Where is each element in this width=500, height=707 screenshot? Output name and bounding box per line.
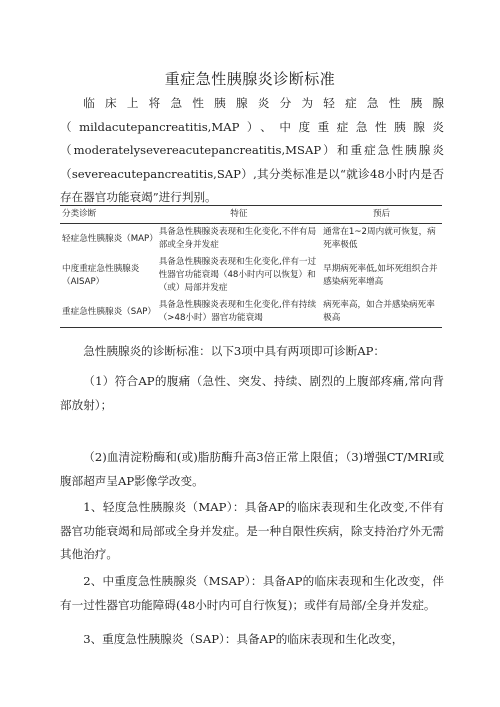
row-feature: 具备急性胰腺炎表现和生化变化,不伴有局部或全身并发症 <box>158 227 317 250</box>
row-category: 中度重症急性胰腺炎（AISAP） <box>62 263 140 287</box>
diagnosis-criteria-paragraph: 急性胰腺炎的诊断标准：以下3项中具有两项即可诊断AP： <box>83 344 385 358</box>
table-row <box>60 254 442 297</box>
intro-paragraph: 临床上将急性胰腺炎分为轻症急性胰腺（mildacutepancreatitis,MAP）、中度重症急性胰腺炎（moderatelysevereacutepancreatitis,MSAP）和重症急性胰腺炎（severeacutepancreatitis,SAP）,其分类标准是以“就诊48小时内是否存在器官功能衰竭”进行判别。 <box>60 96 444 204</box>
header-prognosis: 预后 <box>321 206 442 224</box>
classification-table <box>60 205 442 328</box>
table-row <box>60 224 442 255</box>
header-category: 分类诊断 <box>60 206 157 224</box>
row-category: 重症急性胰腺炎（SAP） <box>60 297 157 328</box>
criterion-1-paragraph: （1）符合AP的腹痛（急性、突发、持续、剧烈的上腹部疼痛,常向背部放射）； <box>60 374 444 412</box>
map-definition-paragraph: 1、轻度急性胰腺炎（MAP）：具备AP的临床表现和生化改变,不伴有器官功能衰竭和局部或全身并发症。是一种自限性疾病，除支持治疗外无需其他治疗。 <box>60 500 444 561</box>
row-prognosis: 通常在1~2周内就可恢复，病死率极低 <box>323 227 436 250</box>
table-header-row <box>60 206 442 224</box>
page-title: 重症急性胰腺炎诊断标准 <box>164 70 336 88</box>
criterion-2-3-paragraph: （2)血清淀粉酶和(或)脂肪酶升高3倍正常上限值；（3)增强CT/MRI或腹部超声呈AP影像学改变。 <box>60 450 444 488</box>
row-category: 轻症急性胰腺炎（MAP） <box>62 233 158 244</box>
sap-definition-paragraph: 3、重度急性胰腺炎（SAP）：具备AP的临床表现和生化改变， <box>83 632 404 646</box>
row-prognosis: 早期病死率低,如坏死组织合并感染病死率增高 <box>323 263 438 287</box>
row-feature: 具备急性胰腺炎表现和生化变化,伴有一过性器官功能衰竭（48小时内可以恢复）和（或）局部并发症 <box>158 257 317 293</box>
msap-definition-paragraph: 2、中重度急性胰腺炎（MSAP）：具备AP的临床表现和生化改变，伴有一过性器官功能障碍(48小时内可自行恢复)；或伴有局部/全身并发症。 <box>60 574 444 612</box>
row-feature: 具备急性胰腺炎表现和生化变化,伴有持续（>48小时）器官功能衰竭 <box>157 297 321 328</box>
row-prognosis: 病死率高，如合并感染病死率极高 <box>321 297 442 328</box>
header-feature: 特征 <box>157 206 321 224</box>
table-row <box>60 297 442 328</box>
